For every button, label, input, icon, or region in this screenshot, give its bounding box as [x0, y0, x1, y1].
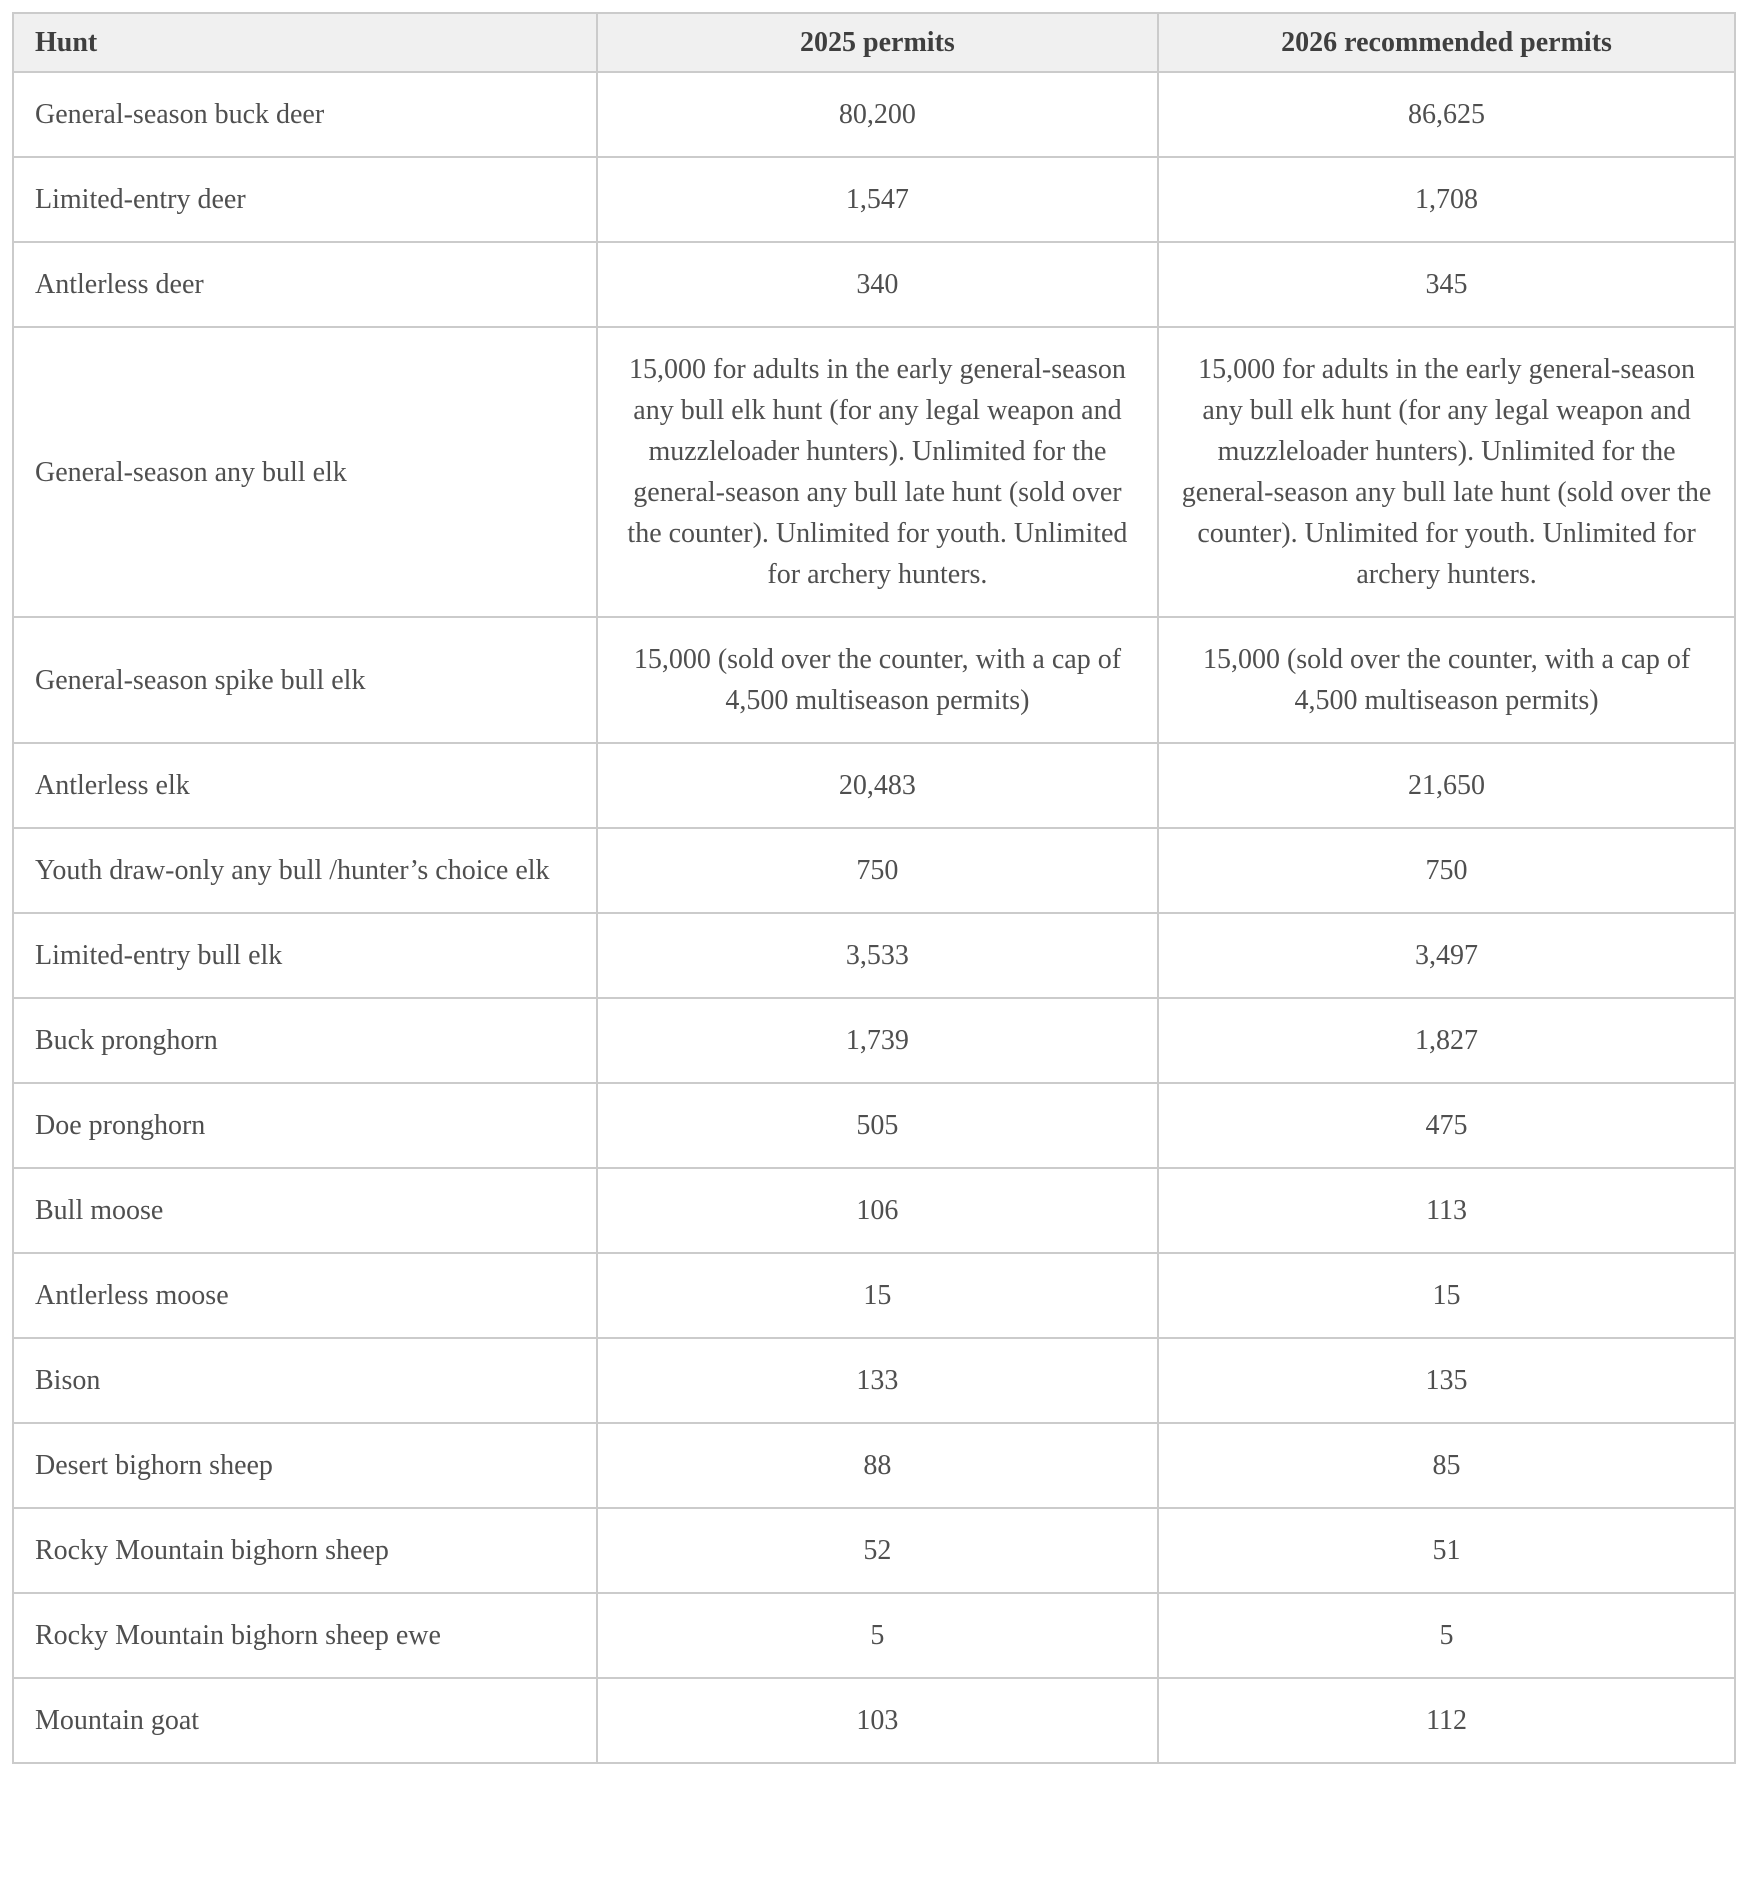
permits-2025-cell: 340	[597, 242, 1158, 327]
hunt-cell: Rocky Mountain bighorn sheep ewe	[13, 1593, 597, 1678]
hunt-cell: General-season any bull elk	[13, 327, 597, 617]
column-header-2026-recommended-permits: 2026 recommended permits	[1158, 13, 1735, 72]
column-header-hunt: Hunt	[13, 13, 597, 72]
permits-2025-cell: 505	[597, 1083, 1158, 1168]
table-row	[13, 1593, 1735, 1678]
table-row	[13, 1253, 1735, 1338]
permits-2025-cell: 106	[597, 1168, 1158, 1253]
hunt-cell: Mountain goat	[13, 1678, 597, 1763]
table-row	[13, 998, 1735, 1083]
hunt-cell: General-season buck deer	[13, 72, 597, 157]
permits-2025-cell: 133	[597, 1338, 1158, 1423]
hunt-cell: Rocky Mountain bighorn sheep	[13, 1508, 597, 1593]
permits-2026-cell: 1,827	[1158, 998, 1735, 1083]
permits-2025-cell: 20,483	[597, 743, 1158, 828]
permits-2025-cell: 52	[597, 1508, 1158, 1593]
header-row	[13, 13, 1735, 72]
table-row	[13, 1678, 1735, 1763]
hunt-cell: Youth draw-only any bull /hunter’s choice elk	[13, 828, 597, 913]
permits-2025-cell: 15,000 for adults in the early general-season any bull elk hunt (for any legal weapon and muzzleloader hunters). Unlimited for the general-season any bull late hunt (sold over the counter). Unlimited for youth. Unlimited for archery hunters.	[597, 327, 1158, 617]
hunt-cell: Limited-entry bull elk	[13, 913, 597, 998]
hunt-cell: General-season spike bull elk	[13, 617, 597, 743]
permits-2025-cell: 3,533	[597, 913, 1158, 998]
permits-2025-cell: 1,739	[597, 998, 1158, 1083]
permits-2025-cell: 88	[597, 1423, 1158, 1508]
hunt-cell: Desert bighorn sheep	[13, 1423, 597, 1508]
table-row	[13, 1168, 1735, 1253]
table-row	[13, 743, 1735, 828]
permits-2026-cell: 15,000 for adults in the early general-season any bull elk hunt (for any legal weapon and muzzleloader hunters). Unlimited for the general-season any bull late hunt (sold over the counter). Unlimited for youth. Unlimited for archery hunters.	[1158, 327, 1735, 617]
hunt-cell: Bison	[13, 1338, 597, 1423]
hunt-cell: Antlerless deer	[13, 242, 597, 327]
hunt-cell: Doe pronghorn	[13, 1083, 597, 1168]
permits-2026-cell: 1,708	[1158, 157, 1735, 242]
permits-2026-cell: 750	[1158, 828, 1735, 913]
permits-2025-cell: 15	[597, 1253, 1158, 1338]
permits-2025-cell: 750	[597, 828, 1158, 913]
permits-2025-cell: 5	[597, 1593, 1158, 1678]
hunt-cell: Limited-entry deer	[13, 157, 597, 242]
table-row	[13, 617, 1735, 743]
table-row	[13, 72, 1735, 157]
permits-2026-cell: 3,497	[1158, 913, 1735, 998]
table-row	[13, 1338, 1735, 1423]
table-row	[13, 1423, 1735, 1508]
permits-2025-cell: 103	[597, 1678, 1158, 1763]
hunt-cell: Bull moose	[13, 1168, 597, 1253]
table-row	[13, 327, 1735, 617]
permits-table	[12, 12, 1736, 1764]
permits-2026-cell: 113	[1158, 1168, 1735, 1253]
permits-2026-cell: 112	[1158, 1678, 1735, 1763]
permits-2026-cell: 85	[1158, 1423, 1735, 1508]
permits-2026-cell: 15,000 (sold over the counter, with a cap of 4,500 multiseason permits)	[1158, 617, 1735, 743]
table-row	[13, 1083, 1735, 1168]
permits-2025-cell: 1,547	[597, 157, 1158, 242]
hunt-cell: Antlerless moose	[13, 1253, 597, 1338]
permits-2026-cell: 51	[1158, 1508, 1735, 1593]
permits-2026-cell: 475	[1158, 1083, 1735, 1168]
table-row	[13, 913, 1735, 998]
permits-2026-cell: 5	[1158, 1593, 1735, 1678]
permits-2025-cell: 80,200	[597, 72, 1158, 157]
column-header-2025-permits: 2025 permits	[597, 13, 1158, 72]
table-row	[13, 242, 1735, 327]
permits-2025-cell: 15,000 (sold over the counter, with a cap of 4,500 multiseason permits)	[597, 617, 1158, 743]
table-row	[13, 1508, 1735, 1593]
permits-2026-cell: 15	[1158, 1253, 1735, 1338]
hunt-cell: Buck pronghorn	[13, 998, 597, 1083]
permits-2026-cell: 86,625	[1158, 72, 1735, 157]
hunt-cell: Antlerless elk	[13, 743, 597, 828]
permits-2026-cell: 135	[1158, 1338, 1735, 1423]
permits-2026-cell: 345	[1158, 242, 1735, 327]
table-row	[13, 828, 1735, 913]
permits-2026-cell: 21,650	[1158, 743, 1735, 828]
table-row	[13, 157, 1735, 242]
